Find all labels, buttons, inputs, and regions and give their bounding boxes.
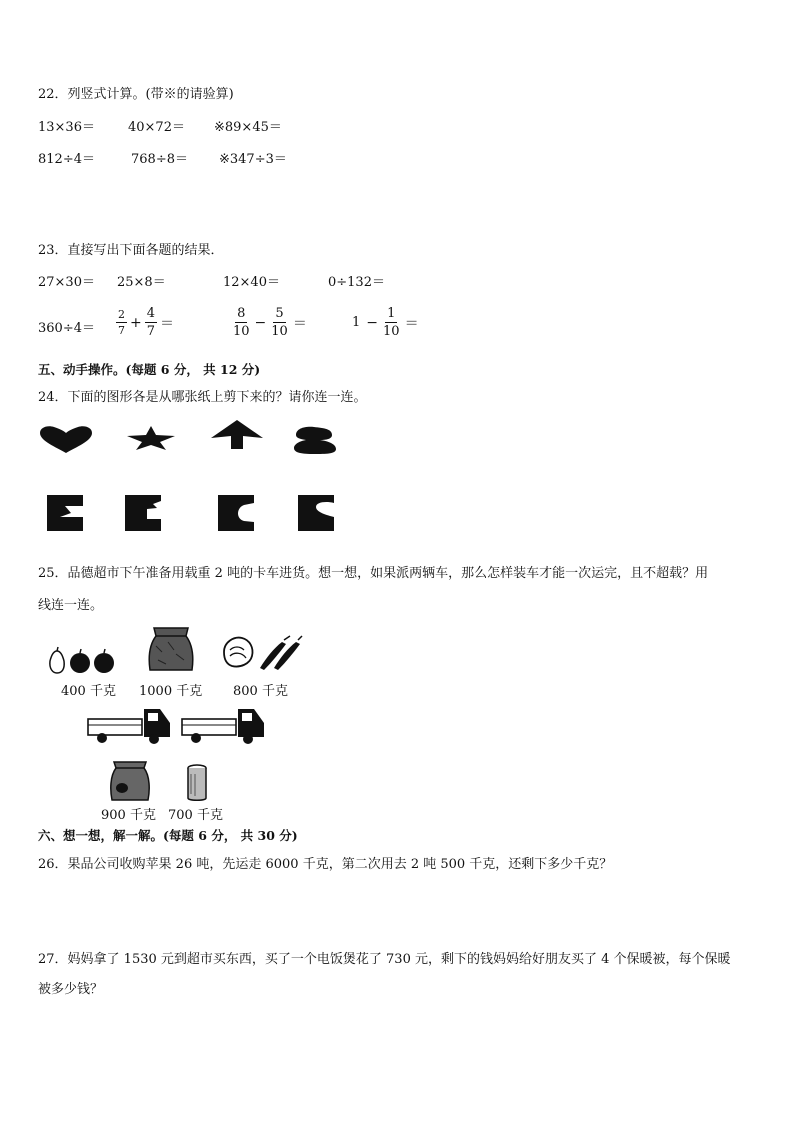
q22-expr-4: 812÷4＝	[38, 152, 95, 167]
goods-weight-1000: 1000 千克	[139, 684, 203, 699]
goods-weight-700: 700 千克	[168, 808, 223, 823]
q24-title: 24．下面的图形各是从哪张纸上剪下来的？请你连一连。	[38, 390, 367, 405]
cut-paper-4	[298, 495, 334, 531]
q25-title-line2: 线连一连。	[38, 598, 104, 613]
q25-title-line1: 25．品德超市下午准备用载重 2 吨的卡车进货。想一想，如果派两辆车，那么怎样装车才能一次运完，且不超载？用	[38, 566, 709, 581]
cut-paper-2	[125, 495, 161, 531]
truck-icon	[86, 705, 174, 745]
tree-arrow-shape	[209, 418, 265, 450]
q27-text-line2: 被多少钱？	[38, 982, 104, 997]
q23-fraction-expr-2: $\frac{8}{10}$ − $\frac{5}{10}$ ＝	[233, 306, 307, 339]
goods-weight-400: 400 千克	[61, 684, 116, 699]
q22-title: 22．列竖式计算。(带※的请验算)	[38, 87, 234, 102]
q23-expr-2: 25×8＝	[117, 275, 166, 290]
q23-fraction-expr-1: $\frac{2}{7}$ + $\frac{4}{7}$ ＝	[118, 306, 175, 339]
q26-text: 26．果品公司收购苹果 26 吨，先运走 6000 千克，第二次用去 2 吨 500 千克，还剩下多少千克？	[38, 857, 613, 872]
barrel-icon	[186, 764, 208, 802]
q22-expr-6: ※347÷3＝	[219, 152, 287, 167]
q23-expr-4: 0÷132＝	[328, 275, 385, 290]
star-shape	[126, 425, 176, 451]
q22-expr-5: 768÷8＝	[131, 152, 188, 167]
bag-icon	[108, 760, 152, 802]
q22-expr-2: 40×72＝	[128, 120, 185, 135]
fraction: $\frac{8}{10}$	[233, 306, 250, 339]
fraction: $\frac{5}{10}$	[271, 306, 288, 339]
fraction: $\frac{1}{10}$	[383, 306, 400, 339]
fraction: $\frac{4}{7}$	[146, 306, 156, 339]
q23-expr-3: 12×40＝	[223, 275, 280, 290]
goods-weight-800: 800 千克	[233, 684, 288, 699]
goods-weight-900: 900 千克	[101, 808, 156, 823]
q27-text-line1: 27．妈妈拿了 1530 元到超市买东西，买了一个电饭煲花了 730 元，剩下的钱妈妈给好朋友买了 4 个保暖被，每个保暖	[38, 952, 731, 967]
q23-fraction-expr-3: 1 − $\frac{1}{10}$ ＝	[352, 306, 419, 339]
q22-expr-1: 13×36＝	[38, 120, 95, 135]
cut-paper-3	[218, 495, 254, 531]
q22-expr-3: ※89×45＝	[214, 120, 282, 135]
heart-shape	[38, 425, 94, 455]
section-6-heading: 六、想一想，解一解。(每题 6 分， 共 30 分)	[38, 828, 298, 843]
q23-title: 23．直接写出下面各题的结果．	[38, 243, 224, 258]
fruit-icon	[47, 645, 119, 675]
q23-expr-5: 360÷4＝	[38, 321, 95, 336]
q23-expr-1: 27×30＝	[38, 275, 95, 290]
truck-icon	[180, 705, 268, 745]
section-5-heading: 五、动手操作。(每题 6 分， 共 12 分)	[38, 362, 261, 377]
sack-icon	[146, 626, 196, 672]
vegetables-icon	[220, 634, 302, 670]
blob-shape	[292, 425, 338, 455]
cut-paper-1	[47, 495, 83, 531]
fraction: $\frac{2}{7}$	[118, 308, 125, 337]
